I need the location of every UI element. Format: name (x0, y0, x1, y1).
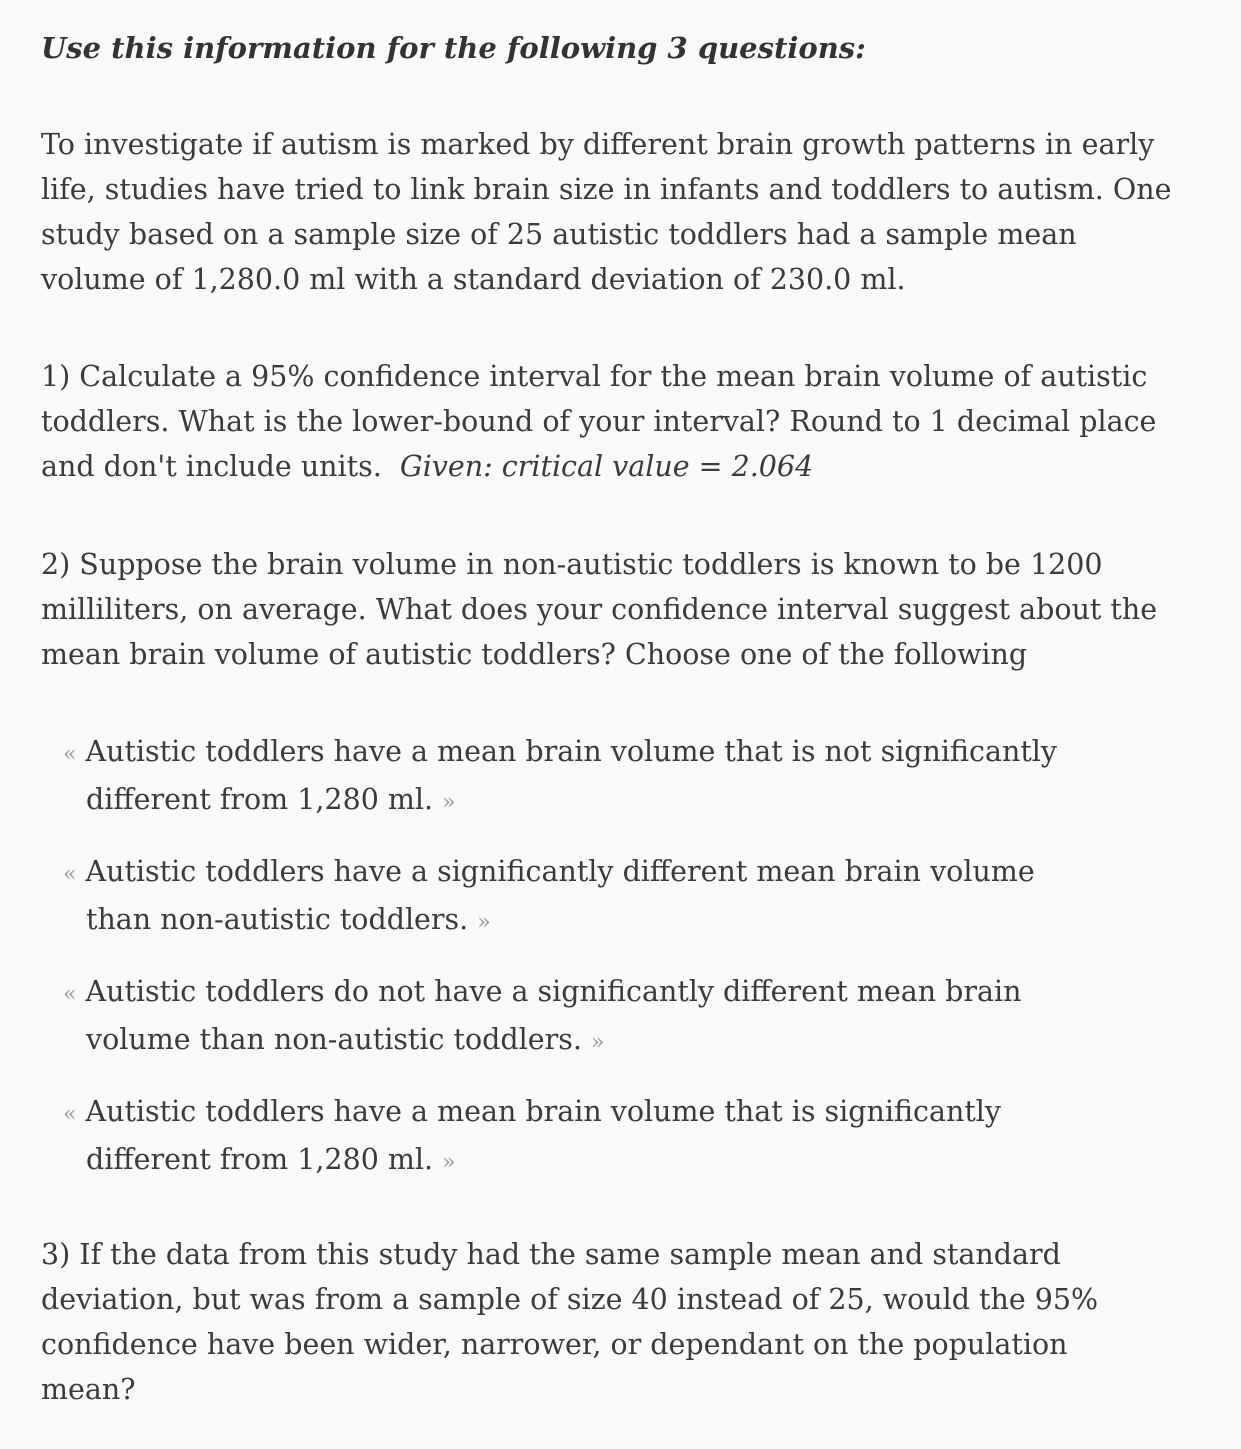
open-quote-icon: « (63, 862, 77, 887)
answer-option-3[interactable] (63, 969, 1163, 1065)
option-text: Autistic toddlers have a mean brain volume that is significantly (85, 1095, 1001, 1128)
question-1-instruction: and don't include units. (41, 450, 400, 483)
answer-option-1[interactable] (63, 729, 1163, 825)
option-text: Autistic toddlers do not have a significantly different mean brain (85, 975, 1022, 1008)
open-quote-icon: « (63, 982, 77, 1007)
critical-value-given: Given: critical value = 2.064 (399, 450, 814, 483)
option-line-1 (63, 849, 1163, 897)
question-1-last-line (41, 444, 1201, 489)
intro-line: To investigate if autism is marked by different brain growth patterns in early (41, 128, 1155, 161)
question-1 (41, 354, 1201, 489)
intro-line: volume of 1,280.0 ml with a standard deviation of 230.0 ml. (41, 263, 906, 296)
question-1-line: toddlers. What is the lower-bound of your interval? Round to 1 decimal place (41, 405, 1157, 438)
question-2-line: 2) Suppose the brain volume in non-autistic toddlers is known to be 1200 (41, 548, 1103, 581)
close-quote-icon: » (442, 790, 456, 815)
question-3-line: mean? (41, 1373, 136, 1406)
option-line-2 (63, 1017, 1163, 1065)
open-quote-icon: « (63, 1102, 77, 1127)
intro-line: life, studies have tried to link brain size in infants and toddlers to autism. One (41, 173, 1172, 206)
intro-line: study based on a sample size of 25 autistic toddlers had a sample mean (41, 218, 1077, 251)
question-1-line: 1) Calculate a 95% confidence interval for the mean brain volume of autistic (41, 360, 1148, 393)
option-text: different from 1,280 ml. (86, 1143, 434, 1176)
question-3 (41, 1232, 1201, 1412)
section-heading: Use this information for the following 3 questions: (41, 31, 866, 65)
close-quote-icon: » (590, 1030, 605, 1055)
option-line-1 (63, 1089, 1163, 1137)
question-3-line: confidence have been wider, narrower, or dependant on the population (41, 1328, 1068, 1361)
close-quote-icon: » (477, 910, 491, 935)
option-text: different from 1,280 ml. (86, 783, 434, 816)
option-line-1 (63, 729, 1163, 777)
question-2-line: milliliters, on average. What does your confidence interval suggest about the (41, 593, 1158, 626)
option-text: Autistic toddlers have a mean brain volume that is not significantly (85, 735, 1058, 768)
answer-option-2[interactable] (63, 849, 1163, 945)
option-line-2 (63, 1137, 1163, 1185)
answer-option-4[interactable] (63, 1089, 1163, 1185)
option-text: Autistic toddlers have a significantly different mean brain volume (85, 855, 1035, 888)
option-line-2 (63, 777, 1163, 825)
intro-paragraph (41, 122, 1201, 302)
option-text: volume than non-autistic toddlers. (86, 1023, 582, 1056)
question-2 (41, 542, 1201, 677)
question-3-line: 3) If the data from this study had the same sample mean and standard (41, 1238, 1061, 1271)
open-quote-icon: « (63, 742, 77, 767)
option-line-1 (63, 969, 1163, 1017)
question-3-line: deviation, but was from a sample of size 40 instead of 25, would the 95% (41, 1283, 1099, 1316)
option-line-2 (63, 897, 1163, 945)
close-quote-icon: » (442, 1150, 456, 1175)
question-2-line: mean brain volume of autistic toddlers? Choose one of the following (41, 638, 1028, 671)
option-text: than non-autistic toddlers. (86, 903, 469, 936)
